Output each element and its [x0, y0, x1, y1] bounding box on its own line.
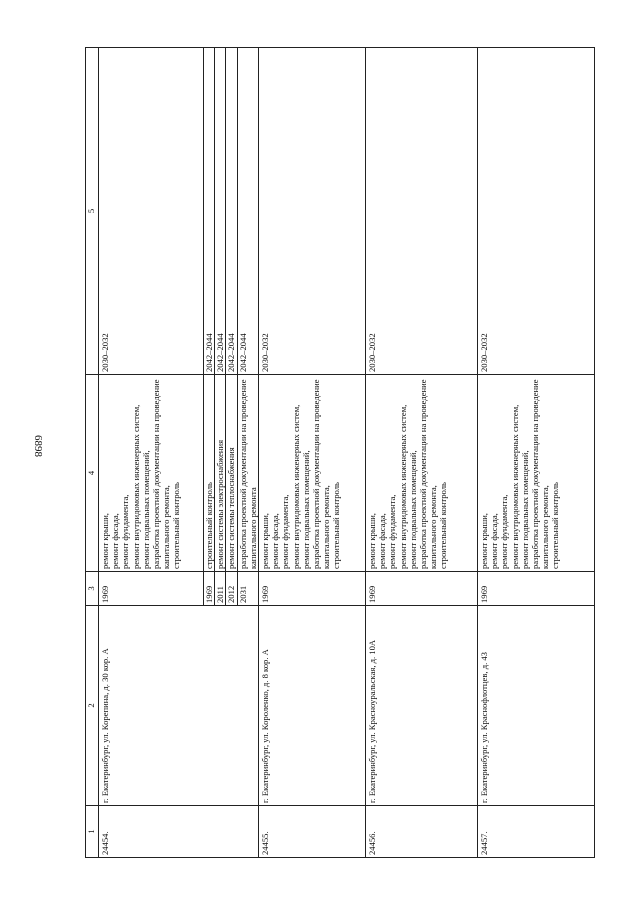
year-cell: 2012 — [226, 572, 237, 606]
period-cell: 2042–2044 — [237, 48, 258, 375]
works-cell: ремонт крыши, ремонт фасада, ремонт фундамента, ремонт внутридомовых инженерных систем, ремонт подвальных помещений, разработка проектной документации на проведение капитального ремонта, строительный контроль — [366, 375, 478, 572]
work-cell: ремонт системы теплоснабжения — [226, 375, 237, 572]
period-cell: 2030–2032 — [366, 48, 478, 375]
period-cell: 2042–2044 — [204, 48, 215, 375]
address-cell: г. Екатеринбург, ул. Корепина, д. 30 кор. А — [99, 606, 259, 806]
row-number: 24457. — [478, 806, 595, 858]
header-col-3: 3 — [86, 572, 99, 606]
period-cell: 2030–2032 — [99, 48, 204, 375]
page-number: 6898 — [32, 435, 44, 457]
year-cell: 1969 — [204, 572, 215, 606]
period-cell: 2042–2044 — [215, 48, 226, 375]
header-row — [86, 48, 99, 858]
year-cell: 2031 — [237, 572, 258, 606]
header-col-5: 5 — [86, 48, 99, 375]
repair-schedule-table — [85, 47, 595, 858]
year-cell: 2011 — [215, 572, 226, 606]
work-cell: ремонт системы электроснабжения — [215, 375, 226, 572]
header-col-2: 2 — [86, 606, 99, 806]
period-cell: 2030–2032 — [478, 48, 595, 375]
year-cell: 1969 — [478, 572, 595, 606]
rotated-table-container — [85, 48, 565, 858]
year-cell: 1969 — [99, 572, 204, 606]
header-col-1: 1 — [86, 806, 99, 858]
address-cell: г. Екатеринбург, ул. Короленко, д. 8 кор. А — [259, 606, 366, 806]
works-cell: ремонт крыши, ремонт фасада, ремонт фундамента, ремонт внутридомовых инженерных систем, ремонт подвальных помещений, разработка проектной документации на проведение капитального ремонта, строительный контроль — [259, 375, 366, 572]
row-number: 24454. — [99, 806, 259, 858]
works-cell: ремонт крыши, ремонт фасада, ремонт фундамента, ремонт внутридомовых инженерных систем, ремонт подвальных помещений, разработка проектной документации на проведение капитального ремонта, строительный контроль — [478, 375, 595, 572]
work-cell: разработка проектной документации на проведение капитального ремонта — [237, 375, 258, 572]
row-number: 24455. — [259, 806, 366, 858]
period-cell: 2042–2044 — [226, 48, 237, 375]
table-row — [366, 48, 478, 858]
works-cell: ремонт крыши, ремонт фасада, ремонт фундамента, ремонт внутридомовых инженерных систем, ремонт подвальных помещений, разработка проектной документации на проведение капитального ремонта, строительный контроль — [99, 375, 204, 572]
year-cell: 1969 — [259, 572, 366, 606]
row-number: 24456. — [366, 806, 478, 858]
table-row — [478, 48, 595, 858]
period-cell: 2030–2032 — [259, 48, 366, 375]
year-cell: 1969 — [366, 572, 478, 606]
header-col-4: 4 — [86, 375, 99, 572]
address-cell: г. Екатеринбург, ул. Красноуральская, д. 10А — [366, 606, 478, 806]
address-cell: г. Екатеринбург, ул. Краснофлотцев, д. 43 — [478, 606, 595, 806]
work-cell: строительный контроль — [204, 375, 215, 572]
table-row — [99, 48, 204, 858]
table-row — [259, 48, 366, 858]
